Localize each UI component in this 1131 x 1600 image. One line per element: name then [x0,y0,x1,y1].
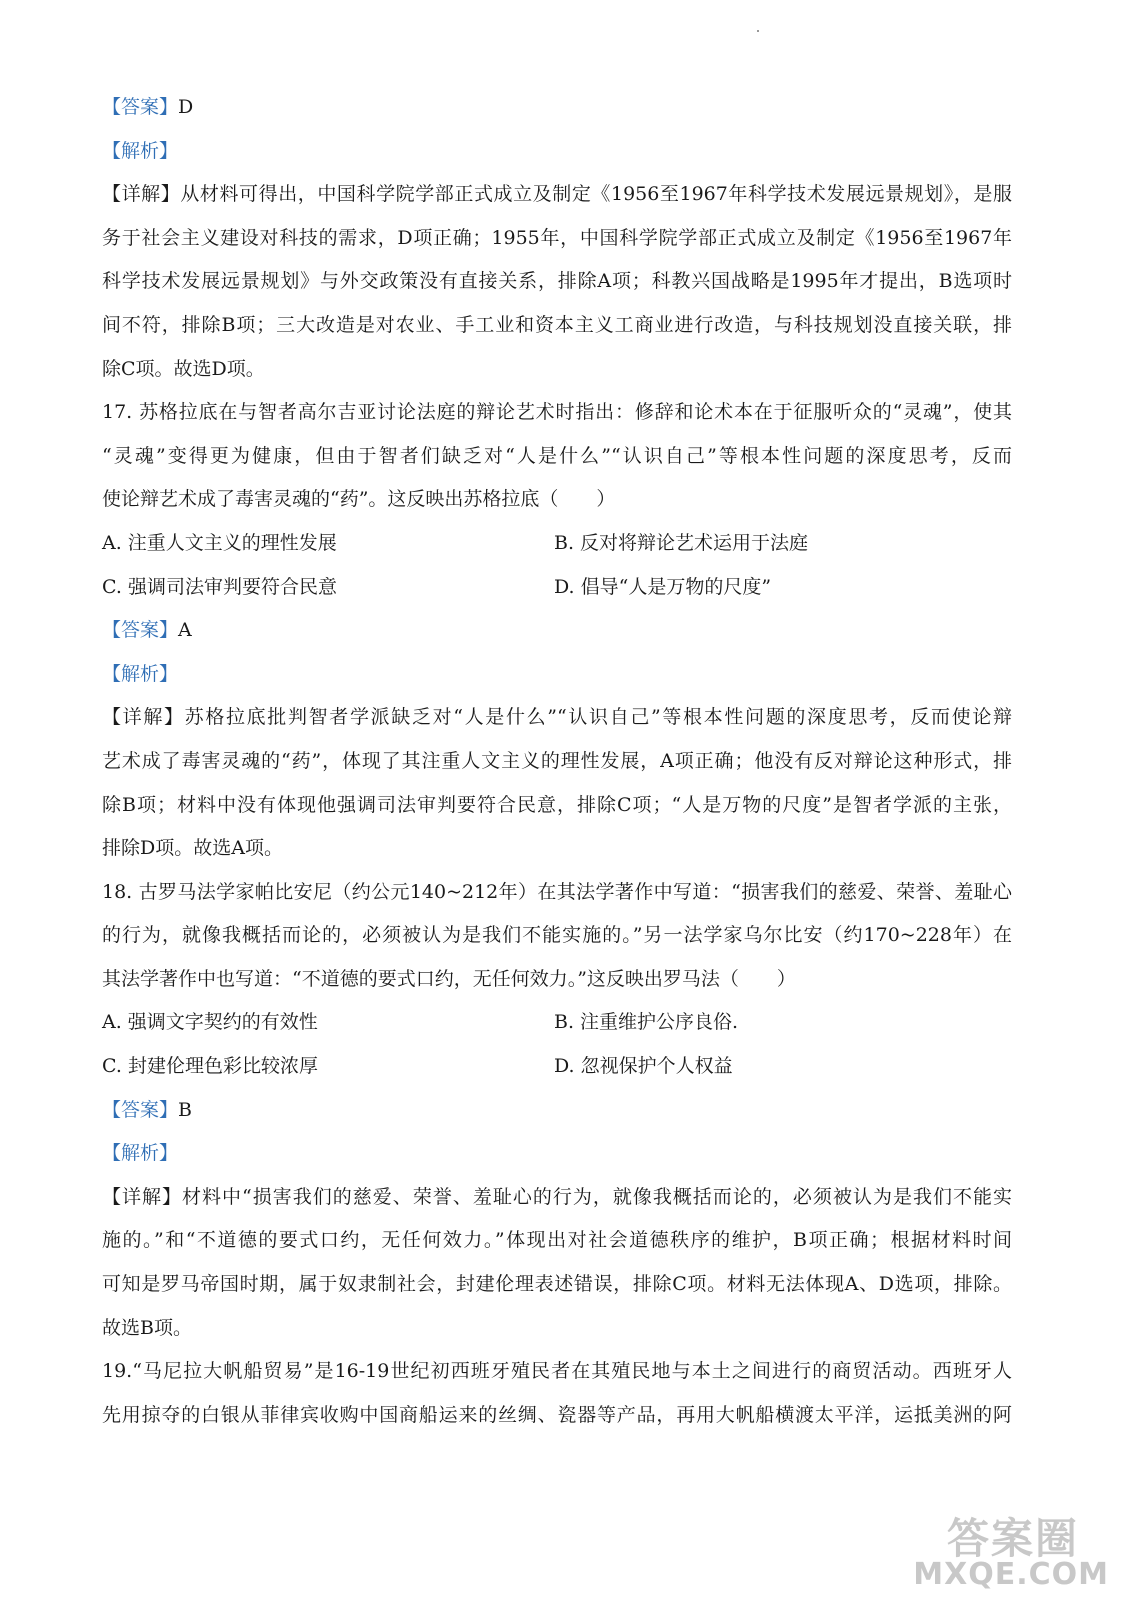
stem-line: 的行为，就像我概括而论的，必须被认为是我们不能实施的。”另一法学家乌尔比安（约170~228年）在 [102,924,1012,947]
detail-line: 科学技术发展远景规划》与外交政策没有直接关系，排除A项；科教兴国战略是1995年才提出，B选项时 [102,270,1012,293]
q17-detail [102,696,1012,870]
detail-line: 艺术成了毒害灵魂的“药”，体现了其注重人文主义的理性发展，A项正确；他没有反对辩论这种形式，排 [102,749,1012,772]
option-d: D. 倡导“人是万物的尺度” [554,575,772,598]
detail-line: 除C项。故选D项。 [102,357,265,380]
answer-value: A [178,619,192,642]
q18-answer [102,1089,1012,1133]
option-c: C. 强调司法审判要符合民意 [102,575,337,598]
watermark-text: 答案圈 [946,1514,1079,1563]
q17-stem [102,391,1012,522]
stem-line: 其法学著作中也写道：“不道德的要式口约，无任何效力。”这反映出罗马法（ ） [102,967,796,990]
detail-line: 务于社会主义建设对科技的需求，D项正确；1955年，中国科学院学部正式成立及制定《1956至1967年 [102,226,1012,249]
detail-line: 可知是罗马帝国时期，属于奴隶制社会，封建伦理表述错误，排除C项。材料无法体现A、D选项，排除。 [102,1273,1012,1296]
watermark-url: MXQE.COM [913,1557,1109,1592]
q18-detail [102,1176,1012,1350]
answer-value: D [178,96,194,118]
answer-tag: 【答案】 [102,1098,179,1121]
detail-line: 【详解】从材料可得出，中国科学院学部正式成立及制定《1956至1967年科学技术发展远景规划》，是服 [102,183,1012,206]
detail-tag: 【详解】 [102,706,185,729]
stem-line: 18. 古罗马法学家帕比安尼（约公元140~212年）在其法学著作中写道：“损害我们的慈爱、荣誉、羞耻心 [102,880,1012,903]
detail-line: 【详解】苏格拉底批判智者学派缺乏对“人是什么”“认识自己”等根本性问题的深度思考，反而使论辩 [102,706,1012,729]
detail-line: 排除D项。故选A项。 [102,837,283,860]
detail-line: 故选B项。 [102,1316,192,1339]
detail-line: 【详解】材料中“损害我们的慈爱、荣誉、羞耻心的行为，就像我概括而论的，必须被认为是我们不能实 [102,1185,1012,1208]
q16-analysis [102,130,1012,174]
scan-dot [757,30,759,32]
q19-stem [102,1350,1012,1437]
stem-line: 使论辩艺术成了毒害灵魂的“药”。这反映出苏格拉底（ ） [102,488,616,511]
stem-line: 19.“马尼拉大帆船贸易”是16-19世纪初西班牙殖民者在其殖民地与本土之间进行的商贸活动。西班牙人 [102,1360,1012,1383]
q18-options-row2 [102,1045,1012,1089]
option-c: C. 封建伦理色彩比较浓厚 [102,1055,318,1078]
option-b: B. 反对将辩论艺术运用于法庭 [554,531,809,554]
stem-line: “灵魂”变得更为健康，但由于智者们缺乏对“人是什么”“认识自己”等根本性问题的深度思考，反而 [102,444,1012,467]
stem-line: 17. 苏格拉底在与智者高尔吉亚讨论法庭的辩论艺术时指出：修辞和论术本在于征服听众的“灵魂”，使其 [102,401,1012,424]
option-b: B. 注重维护公序良俗. [554,1011,739,1034]
q18-stem [102,871,1012,1002]
q17-answer [102,609,1012,653]
answer-tag: 【答案】 [102,96,179,118]
stem-line: 先用掠夺的白银从菲律宾收购中国商船运来的丝绸、瓷器等产品，再用大帆船横渡太平洋，运抵美洲的阿 [102,1403,1012,1426]
analysis-tag: 【解析】 [102,139,179,162]
option-d: D. 忽视保护个人权益 [554,1055,733,1078]
analysis-tag: 【解析】 [102,662,179,685]
answer-tag: 【答案】 [102,619,179,642]
q17-analysis [102,653,1012,697]
q16-detail [102,173,1012,391]
detail-tag: 【详解】 [102,183,181,206]
analysis-tag: 【解析】 [102,1142,179,1165]
q17-options-row1 [102,522,1012,566]
watermark-logo [913,1506,1109,1592]
detail-line: 施的。”和“不道德的要式口约，无任何效力。”体现出对社会道德秩序的维护，B项正确；根据材料时间 [102,1229,1012,1252]
option-a: A. 注重人文主义的理性发展 [102,531,337,554]
detail-line: 除B项；材料中没有体现他强调司法审判要符合民意，排除C项；“人是万物的尺度”是智者学派的主张， [102,793,1012,816]
q18-options-row1 [102,1001,1012,1045]
document-page [102,86,1012,1437]
answer-value: B [178,1098,192,1121]
q17-options-row2 [102,566,1012,610]
detail-line: 间不符，排除B项；三大改造是对农业、手工业和资本主义工商业进行改造，与科技规划没直接关联，排 [102,313,1012,336]
detail-tag: 【详解】 [102,1185,183,1208]
option-a: A. 强调文字契约的有效性 [102,1011,318,1034]
q16-answer [102,86,1012,130]
q18-analysis [102,1132,1012,1176]
